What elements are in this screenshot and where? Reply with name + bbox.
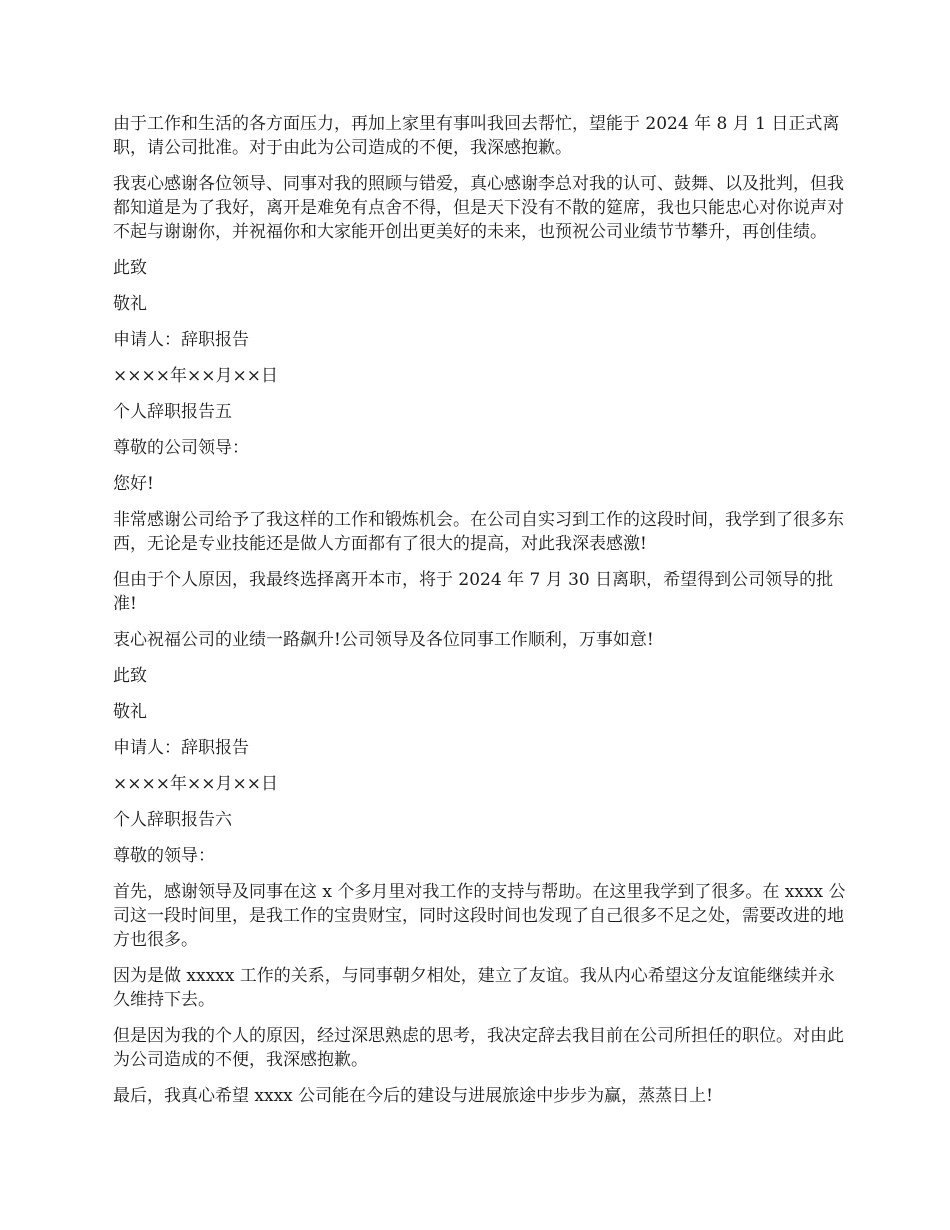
paragraph-gratitude: 我衷心感谢各位领导、同事对我的照顾与错爱，真心感谢李总对我的认可、鼓舞、以及批判，但我都知道是为了我好，离开是难免有点舍不得，但是天下没有不散的筵席，我也只能忠心对你说声对不起与谢谢你，并祝福你和大家能开创出更美好的未来，也预祝公司业绩节节攀升，再创佳绩。 [113, 174, 844, 242]
section-heading-5: 个人辞职报告五 [113, 402, 232, 422]
section-heading-6: 个人辞职报告六 [113, 810, 232, 830]
closing-jingli: 敬礼 [113, 702, 147, 722]
applicant-line: 申请人：辞职报告 [113, 738, 249, 758]
closing-jingli: 敬礼 [113, 294, 147, 314]
paragraph-best-wishes: 衷心祝福公司的业绩一路飙升!公司领导及各位同事工作顺利，万事如意! [113, 630, 654, 650]
date-line: ××××年××月××日 [113, 774, 278, 794]
salutation: 尊敬的公司领导： [113, 438, 249, 458]
paragraph-thanks-opportunity: 非常感谢公司给予了我这样的工作和锻炼机会。在公司自实习到工作的这段时间，我学到了很多东西，无论是专业技能还是做人方面都有了很大的提高，对此我深表感激! [113, 510, 844, 554]
date-line: ××××年××月××日 [113, 366, 278, 386]
paragraph-first-thanks: 首先，感谢领导及同事在这 x 个多月里对我工作的支持与帮助。在这里我学到了很多。在 xxxx 公司这一段时间里，是我工作的宝贵财宝，同时这段时间也发现了自己很多不足之处，需要改进的地方也很多。 [113, 882, 846, 950]
applicant-line: 申请人：辞职报告 [113, 330, 249, 350]
closing-cizhi: 此致 [113, 258, 147, 278]
paragraph-decision: 但是因为我的个人的原因，经过深思熟虑的思考，我决定辞去我目前在公司所担任的职位。对由此为公司造成的不便，我深感抱歉。 [113, 1026, 844, 1070]
closing-cizhi: 此致 [113, 666, 147, 686]
paragraph-friendship: 因为是做 xxxxx 工作的关系，与同事朝夕相处，建立了友谊。我从内心希望这分友谊能继续并永久维持下去。 [113, 966, 835, 1010]
greeting: 您好! [113, 474, 154, 494]
salutation: 尊敬的领导： [113, 846, 215, 866]
paragraph-leaving-city: 但由于个人原因，我最终选择离开本市，将于 2024 年 7 月 30 日离职，希望得到公司领导的批准! [113, 570, 834, 614]
paragraph-final-wishes: 最后，我真心希望 xxxx 公司能在今后的建设与进展旅途中步步为赢，蒸蒸日上! [113, 1086, 713, 1106]
document-body [113, 112, 848, 1120]
paragraph-resignation-reason: 由于工作和生活的各方面压力，再加上家里有事叫我回去帮忙，望能于 2024 年 8 月 1 日正式离职，请公司批准。对于由此为公司造成的不便，我深感抱歉。 [113, 114, 840, 158]
